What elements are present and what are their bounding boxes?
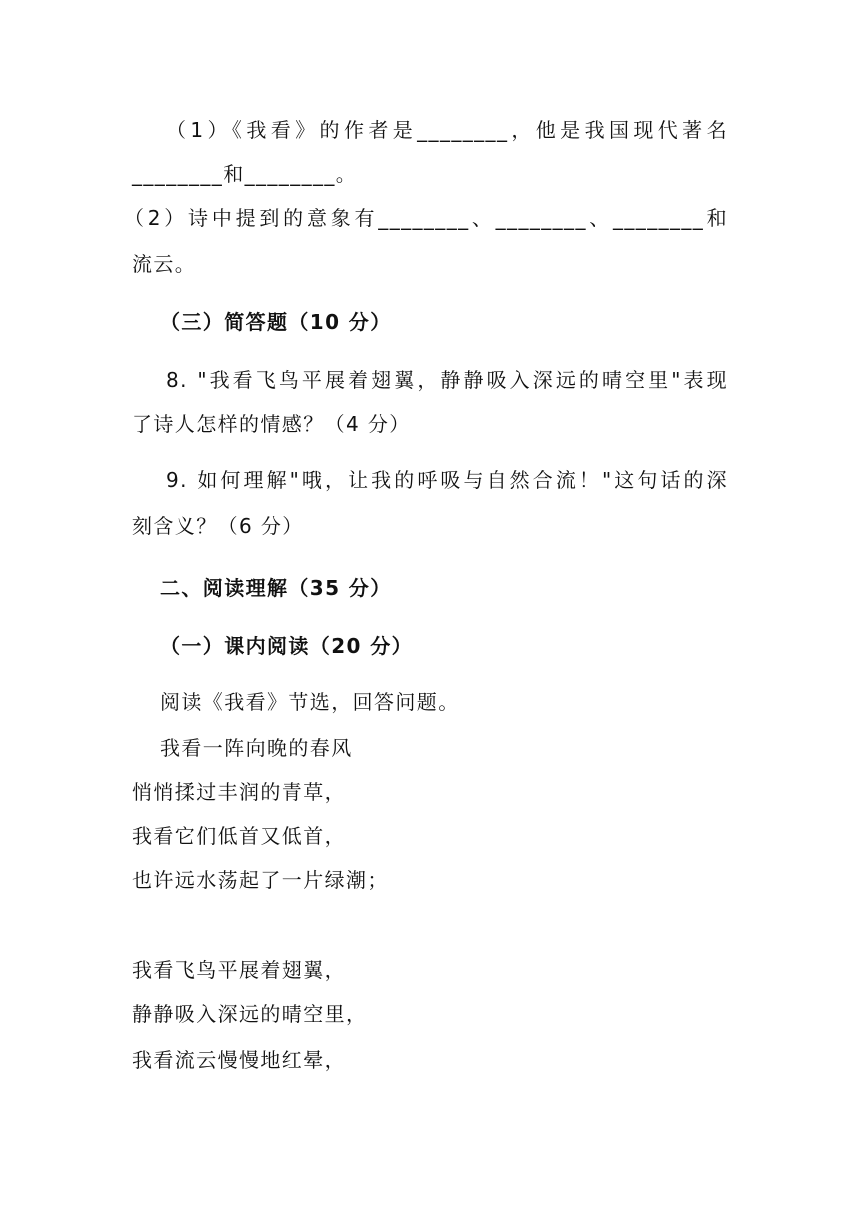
section-3-heading: （三）简答题（10 分） — [160, 310, 392, 334]
question-9-line-1: 9. 如何理解"哦，让我的呼吸与自然合流！"这句话的深 — [166, 468, 728, 492]
reading-instruction: 阅读《我看》节选，回答问题。 — [160, 690, 460, 714]
question-9-line-2: 刻含义？（6 分） — [132, 514, 304, 538]
poem-line-5: 我看飞鸟平展着翅翼， — [132, 958, 346, 982]
part-2-heading: 二、阅读理解（35 分） — [160, 576, 392, 600]
subsection-1-heading: （一）课内阅读（20 分） — [160, 634, 413, 658]
poem-line-2: 悄悄揉过丰润的青草， — [132, 780, 346, 804]
poem-line-4: 也许远水荡起了一片绿潮； — [132, 868, 389, 892]
question-8-line-2: 了诗人怎样的情感？（4 分） — [132, 412, 411, 436]
poem-line-1: 我看一阵向晚的春风 — [160, 736, 353, 760]
question-1-line-2: ________和________。 — [132, 162, 358, 186]
question-1-line-1: （1）《我看》的作者是________，他是我国现代著名 — [166, 118, 728, 142]
poem-line-6: 静静吸入深远的晴空里， — [132, 1002, 368, 1026]
poem-line-7: 我看流云慢慢地红晕， — [132, 1048, 346, 1072]
question-2-line-1: （2）诗中提到的意象有________、________、________和 — [124, 206, 728, 230]
question-2-line-2: 流云。 — [132, 252, 197, 276]
poem-line-3: 我看它们低首又低首， — [132, 824, 346, 848]
question-8-line-1: 8. "我看飞鸟平展着翅翼，静静吸入深远的晴空里"表现 — [166, 368, 728, 392]
